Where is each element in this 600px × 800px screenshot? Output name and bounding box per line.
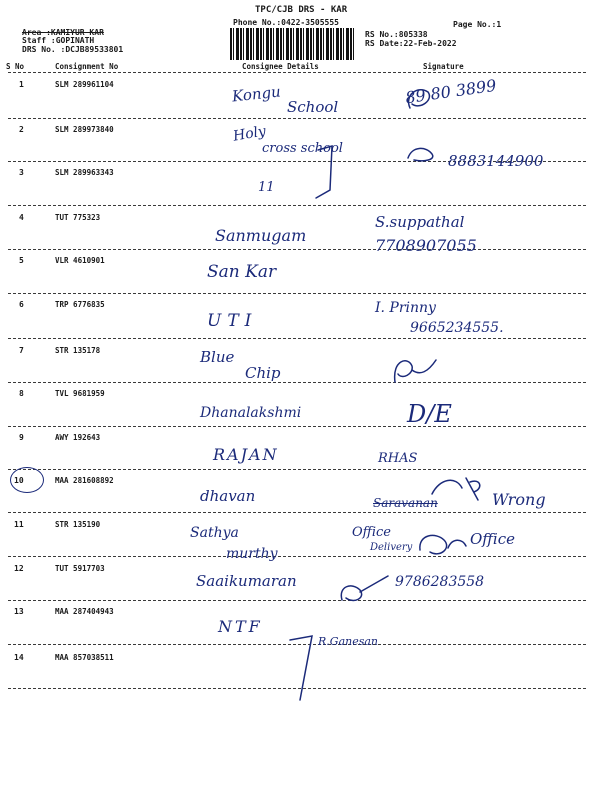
row-sno: 10 xyxy=(14,476,24,485)
row-sno: 3 xyxy=(19,168,24,177)
row-consignment-number: STR 135178 xyxy=(55,346,101,355)
row-consignment-number: TRP 6776835 xyxy=(55,300,105,309)
row-sno: 7 xyxy=(19,346,24,355)
row-sno: 1 xyxy=(19,80,24,89)
handwriting-r10-consignee: dhavan xyxy=(200,487,256,505)
handwriting-r11-signature-c: Office xyxy=(470,530,515,548)
row-sno: 2 xyxy=(19,125,24,134)
row-consignment-number: STR 135190 xyxy=(55,520,101,529)
row-sno: 12 xyxy=(14,564,24,573)
row-consignment-number: SLM 289963343 xyxy=(55,168,114,177)
handwriting-r4-signature-phone: 7708907055 xyxy=(375,236,477,255)
row-consignment-number: MAA 857038511 xyxy=(55,653,114,662)
handwriting-r4-signature-name: S.suppathal xyxy=(375,213,465,231)
handwriting-r6-signature-name: I. Prinny xyxy=(375,300,436,316)
seven-stroke xyxy=(290,636,312,700)
signature-stroke xyxy=(408,148,433,160)
col-header-signature: Signature xyxy=(423,62,464,71)
row-sno: 9 xyxy=(19,433,24,442)
handwriting-r3-consignee: 11 xyxy=(258,180,275,195)
handwriting-r12-signature: 9786283558 xyxy=(395,574,485,590)
handwriting-r8-consignee: Dhanalakshmi xyxy=(200,405,302,421)
signature-stroke xyxy=(409,90,430,108)
row-consignment-number: MAA 287404943 xyxy=(55,607,114,616)
row-consignment-number: TUT 5917703 xyxy=(55,564,105,573)
handwriting-r8-signature: D/E xyxy=(407,400,452,428)
signature-stroke xyxy=(341,576,388,600)
row-sno: 11 xyxy=(14,520,24,529)
handwriting-r1-consignee-a: Kongu xyxy=(231,82,282,106)
handwriting-r11-consignee-a: Sathya xyxy=(190,525,239,541)
handwriting-r11-signature-a: Office xyxy=(352,525,391,540)
page-number: Page No.:1 xyxy=(453,20,502,29)
handwriting-r1-consignee-b: School xyxy=(287,98,339,116)
row-consignment-number: TUT 775323 xyxy=(55,213,101,222)
handwriting-r2-consignee-b: cross school xyxy=(262,141,343,156)
handwriting-r6-consignee: UTI xyxy=(207,311,258,331)
handwriting-r4-consignee: Sanmugam xyxy=(215,226,307,245)
handwriting-r13-consignee: NTF xyxy=(218,617,263,636)
col-header-sno: S No xyxy=(6,62,25,71)
drs-number: DRS No. :DCJB89533801 xyxy=(22,45,124,54)
row-consignment-number: TVL 9681959 xyxy=(55,389,105,398)
handwriting-r12-consignee: Saaikumaran xyxy=(196,572,297,590)
row-sno: 13 xyxy=(14,607,24,616)
signature-stroke xyxy=(432,478,480,500)
handwriting-r5-consignee: San Kar xyxy=(207,262,277,282)
row-consignment-number: MAA 281608892 xyxy=(55,476,114,485)
rs-number: RS No.:805338 xyxy=(365,30,428,39)
row-sno: 4 xyxy=(19,213,24,222)
signature-stroke xyxy=(420,535,447,553)
handwriting-r2-consignee-a: Holy xyxy=(231,123,268,145)
handwriting-r9-signature: RHAS xyxy=(378,451,418,466)
handwriting-r6-signature-phone: 9665234555. xyxy=(410,320,504,336)
branch-line: Area :KAMIYUR KAR xyxy=(22,28,104,37)
handwriting-r11-consignee-b: murthy xyxy=(226,546,278,562)
document-title: TPC/CJB DRS - KAR xyxy=(255,5,348,15)
row-consignment-number: SLM 289973840 xyxy=(55,125,114,134)
phone-number: Phone No.:0422-3505555 xyxy=(233,18,339,27)
row-consignment-number: SLM 289961104 xyxy=(55,80,114,89)
row-consignment-number: VLR 4610901 xyxy=(55,256,105,265)
signature-stroke xyxy=(395,360,436,382)
handwriting-r10-signature-a: Saravanan xyxy=(373,496,438,510)
row-sno: 8 xyxy=(19,389,24,398)
handwriting-r7-consignee-b: Chip xyxy=(245,364,281,382)
row-consignment-number: AWY 192643 xyxy=(55,433,101,442)
signature-stroke xyxy=(448,540,466,548)
bracket-stroke xyxy=(316,146,332,198)
row-sno: 5 xyxy=(19,256,24,265)
handwriting-r9-consignee: RAJAN xyxy=(213,445,279,464)
row-sno: 14 xyxy=(14,653,24,662)
staff-name: Staff :GOPINATH xyxy=(22,36,95,45)
col-header-consignment: Consignment No xyxy=(55,62,119,71)
handwriting-r13-signature: R.Ganesan xyxy=(318,635,379,648)
handwriting-r10-signature-b: Wrong xyxy=(492,490,546,509)
rs-date: RS Date:22-Feb-2022 xyxy=(365,39,457,48)
handwriting-r2-signature: 8883144900 xyxy=(448,152,544,170)
handwriting-r1-signature: 89 80 3899 xyxy=(404,75,498,108)
handwriting-r11-signature-b: Delivery xyxy=(370,542,413,553)
col-header-consignee: Consignee Details xyxy=(242,62,319,71)
row-sno: 6 xyxy=(19,300,24,309)
handwriting-r7-consignee-a: Blue xyxy=(200,348,235,366)
